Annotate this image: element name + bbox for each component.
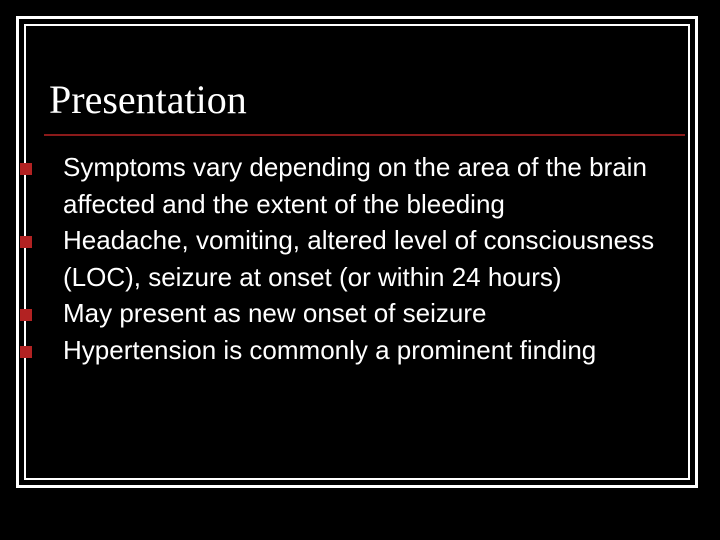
square-bullet-icon <box>20 236 32 248</box>
bullet-item <box>20 149 682 222</box>
bullet-text: May present as new onset of seizure <box>63 298 487 328</box>
slide-title: Presentation <box>49 77 247 122</box>
bullet-item <box>20 222 682 295</box>
square-bullet-icon <box>20 309 32 321</box>
bullet-item <box>20 295 682 332</box>
bullet-text: Hypertension is commonly a prominent finding <box>63 334 597 365</box>
title-underline-rule <box>44 134 685 136</box>
bullet-item <box>20 332 682 369</box>
bullet-text: Headache, vomiting, altered level of consciousness (LOC), seizure at onset (or within 24 hours) <box>63 225 655 292</box>
square-bullet-icon <box>20 163 32 175</box>
bullet-list <box>20 149 682 368</box>
square-bullet-icon <box>20 346 32 358</box>
bullet-text: Symptoms vary depending on the area of the brain affected and the extent of the bleeding <box>63 152 647 219</box>
